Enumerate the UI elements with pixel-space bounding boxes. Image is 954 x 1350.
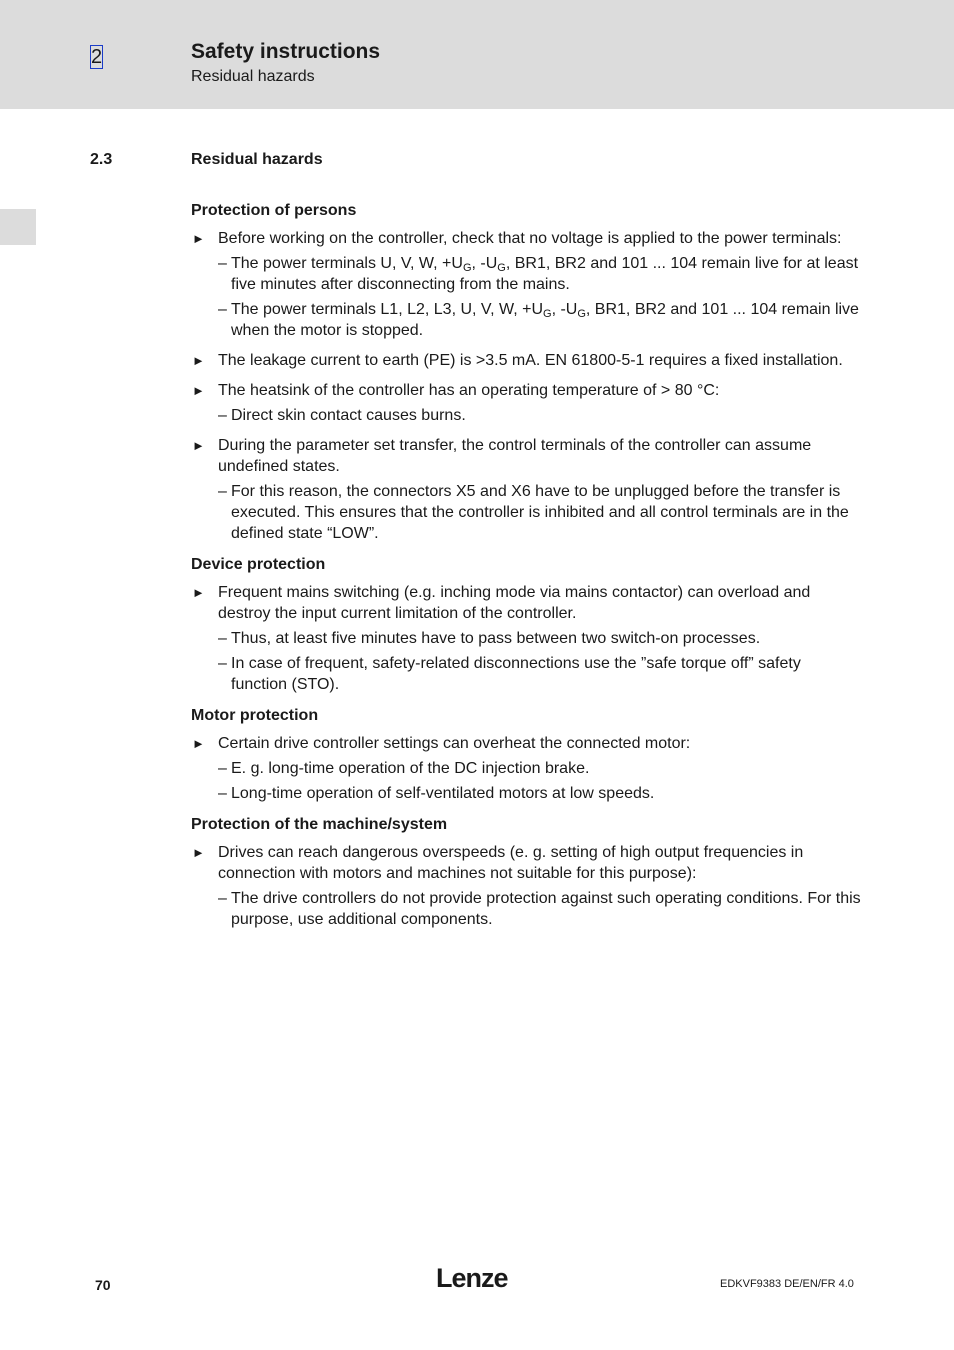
bullet-item xyxy=(191,842,861,884)
bullet-text: Before working on the controller, check that no voltage is applied to the power terminals: xyxy=(218,230,842,247)
dash-item xyxy=(191,253,861,295)
side-tab-marker xyxy=(0,209,36,245)
dash-marker: – xyxy=(218,760,227,777)
dash-text-part: The power terminals L1, L2, L3, U, V, W, +U xyxy=(231,301,543,318)
bullet-item xyxy=(191,435,861,477)
bullet-item xyxy=(191,582,861,624)
dash-text-part: , BR1, BR2 and 101 ... 104 remain live when the motor is stopped. xyxy=(231,301,859,339)
dash-text-part: The power terminals U, V, W, +U xyxy=(231,255,463,272)
bullet-item xyxy=(191,350,861,371)
dash-marker: – xyxy=(218,890,227,907)
subscript: G xyxy=(462,262,472,274)
heading-device-protection: Device protection xyxy=(191,556,326,573)
lenze-logo: Lenze xyxy=(436,1263,508,1293)
dash-item xyxy=(191,405,861,426)
dash-item xyxy=(191,653,861,695)
bullet-text: Drives can reach dangerous overspeeds (e. g. setting of high output frequencies in connection with motors and machines not suitable for this purpose): xyxy=(218,844,804,882)
section-number: 2.3 xyxy=(90,151,113,168)
dash-text: The drive controllers do not provide protection against such operating conditions. For this purpose, use additional components. xyxy=(231,890,861,928)
bullet-item xyxy=(191,380,861,401)
subscript: G xyxy=(497,262,506,274)
dash-marker: – xyxy=(218,655,227,672)
bullet-text: The leakage current to earth (PE) is >3.5 mA. EN 61800-5-1 requires a fixed installation. xyxy=(218,352,843,369)
dash-text: For this reason, the connectors X5 and X6 have to be unplugged before the transfer is executed. This ensures that the controller is inhibited and all control terminals are in the defined state “LOW”. xyxy=(231,483,849,542)
dash-item xyxy=(191,481,861,544)
document-id: EDKVF9383 DE/EN/FR 4.0 xyxy=(720,1278,854,1290)
dash-marker: – xyxy=(218,255,227,272)
arrow-bullet-icon: ► xyxy=(192,845,205,860)
dash-text-part: , -U xyxy=(551,301,578,318)
bullet-item xyxy=(191,733,861,754)
heading-protection-of-machine: Protection of the machine/system xyxy=(191,816,448,833)
subscript: G xyxy=(577,308,586,320)
header-band xyxy=(0,0,954,109)
dash-marker: – xyxy=(218,301,227,318)
dash-text: E. g. long-time operation of the DC injection brake. xyxy=(231,760,590,777)
subscript: G xyxy=(543,308,552,320)
dash-item xyxy=(191,628,861,649)
dash-marker: – xyxy=(218,785,227,802)
arrow-bullet-icon: ► xyxy=(192,585,205,600)
chapter-subtitle: Residual hazards xyxy=(191,68,315,85)
arrow-bullet-icon: ► xyxy=(192,231,205,246)
arrow-bullet-icon: ► xyxy=(192,438,205,453)
dash-marker: – xyxy=(218,483,227,500)
page-number: 70 xyxy=(95,1277,111,1293)
chapter-number-box: 2 xyxy=(91,46,103,68)
bullet-text: During the parameter set transfer, the control terminals of the controller can assume undefined states. xyxy=(218,437,812,475)
section-title: Residual hazards xyxy=(191,151,323,168)
dash-marker: – xyxy=(218,630,227,647)
bullet-text: Frequent mains switching (e.g. inching mode via mains contactor) can overload and destroy the input current limitation of the controller. xyxy=(218,584,811,622)
dash-item xyxy=(191,783,861,804)
dash-text-part: , BR1, BR2 and 101 ... 104 remain live for at least five minutes after disconnecting from the mains. xyxy=(231,255,859,293)
dash-item xyxy=(191,299,861,341)
arrow-bullet-icon: ► xyxy=(192,736,205,751)
bullet-text: Certain drive controller settings can overheat the connected motor: xyxy=(218,735,691,752)
arrow-bullet-icon: ► xyxy=(192,383,205,398)
dash-text-part: , -U xyxy=(471,255,498,272)
bullet-text: The heatsink of the controller has an operating temperature of > 80 °C: xyxy=(218,382,720,399)
chapter-title: Safety instructions xyxy=(191,40,381,63)
dash-item xyxy=(191,758,861,779)
dash-text: Direct skin contact causes burns. xyxy=(231,407,466,424)
bullet-item xyxy=(191,228,861,249)
arrow-bullet-icon: ► xyxy=(192,353,205,368)
page-content xyxy=(191,200,861,934)
heading-motor-protection: Motor protection xyxy=(191,707,319,724)
heading-protection-of-persons: Protection of persons xyxy=(191,202,357,219)
dash-text: Thus, at least five minutes have to pass between two switch-on processes. xyxy=(231,630,761,647)
dash-text: Long-time operation of self-ventilated motors at low speeds. xyxy=(231,785,655,802)
dash-marker: – xyxy=(218,407,227,424)
dash-text: In case of frequent, safety-related disconnections use the ”safe torque off” safety function (STO). xyxy=(231,655,801,693)
dash-item xyxy=(191,888,861,930)
